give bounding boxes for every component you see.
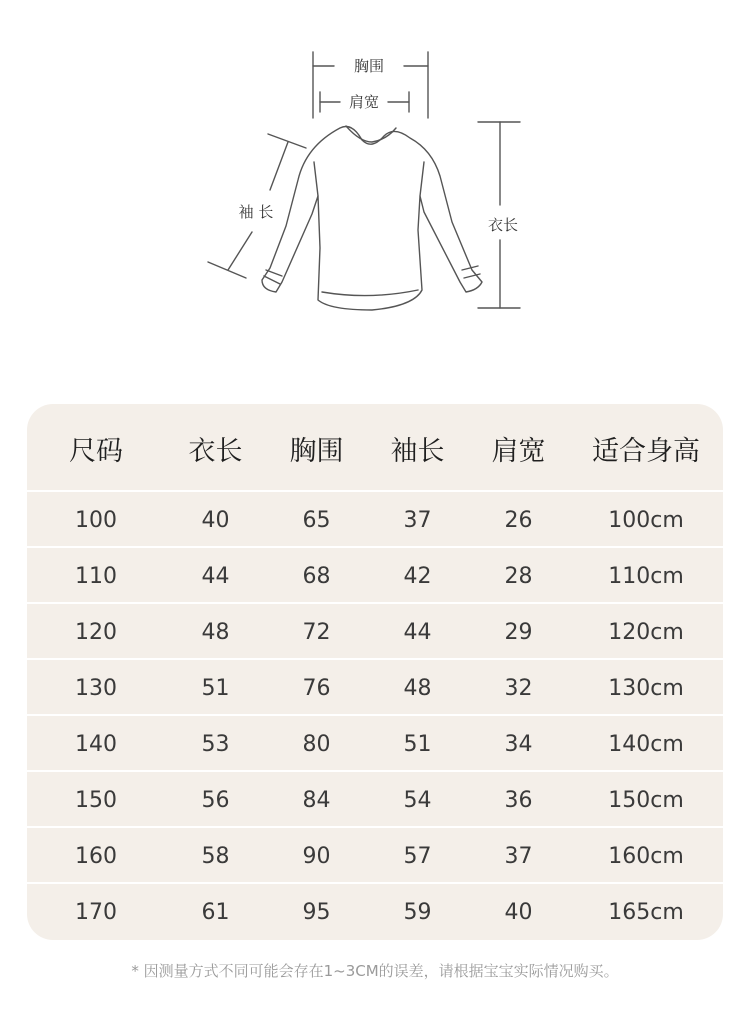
cell-chest: 72 [302,619,331,645]
cell-height: 165cm [608,899,684,925]
table-row [27,492,723,548]
cell-height: 120cm [608,619,684,645]
cell-size: 160 [75,843,117,869]
cell-chest: 80 [302,731,331,757]
cell-chest: 84 [302,787,331,813]
table-row [27,884,723,940]
cell-length: 44 [201,563,230,589]
cell-height: 100cm [608,507,684,533]
size-table [27,404,723,940]
header-height: 适合身高 [592,435,700,467]
header-length: 衣长 [188,435,243,467]
length-label: 衣长 [487,216,519,234]
cell-shoulder: 28 [504,563,533,589]
cell-sleeve: 44 [403,619,432,645]
header-size: 尺码 [69,435,123,467]
table-row [27,660,723,716]
cell-chest: 68 [302,563,331,589]
cell-sleeve: 37 [403,507,432,533]
cell-sleeve: 57 [403,843,432,869]
shoulder-label: 肩宽 [348,93,380,111]
cell-size: 100 [75,507,117,533]
cell-length: 48 [201,619,230,645]
header-shoulder: 肩宽 [491,435,546,467]
cell-sleeve: 48 [403,675,432,701]
chest-label: 胸围 [353,57,385,75]
cell-length: 51 [201,675,230,701]
cell-chest: 95 [302,899,331,925]
cell-shoulder: 37 [504,843,533,869]
cell-height: 160cm [608,843,684,869]
cell-shoulder: 36 [504,787,533,813]
measurement-diagram [0,0,750,340]
cell-size: 120 [75,619,117,645]
table-header [27,404,723,492]
cell-length: 40 [201,507,230,533]
table-row [27,772,723,828]
measurement-note: * 因测量方式不同可能会存在1~3CM的误差，请根据宝宝实际情况购买。 [131,962,619,980]
cell-chest: 76 [302,675,331,701]
cell-shoulder: 34 [504,731,533,757]
table-row [27,604,723,660]
cell-height: 140cm [608,731,684,757]
header-sleeve: 袖长 [390,435,445,467]
cell-height: 150cm [608,787,684,813]
cell-height: 130cm [608,675,684,701]
cell-size: 150 [75,787,117,813]
cell-size: 130 [75,675,117,701]
sweater-illustration [0,0,750,340]
table-row [27,548,723,604]
cell-shoulder: 40 [504,899,533,925]
cell-size: 140 [75,731,117,757]
sleeve-label: 袖 长 [238,203,274,221]
cell-sleeve: 59 [403,899,432,925]
table-row [27,716,723,772]
cell-sleeve: 42 [403,563,432,589]
header-chest: 胸围 [289,435,344,467]
cell-size: 170 [75,899,117,925]
table-row [27,828,723,884]
cell-length: 56 [201,787,230,813]
cell-chest: 65 [302,507,331,533]
cell-sleeve: 54 [403,787,432,813]
cell-chest: 90 [302,843,331,869]
cell-length: 53 [201,731,230,757]
cell-shoulder: 26 [504,507,533,533]
cell-length: 61 [201,899,230,925]
cell-size: 110 [75,563,117,589]
cell-shoulder: 32 [504,675,533,701]
cell-sleeve: 51 [403,731,432,757]
cell-height: 110cm [608,563,684,589]
cell-shoulder: 29 [504,619,533,645]
cell-length: 58 [201,843,230,869]
